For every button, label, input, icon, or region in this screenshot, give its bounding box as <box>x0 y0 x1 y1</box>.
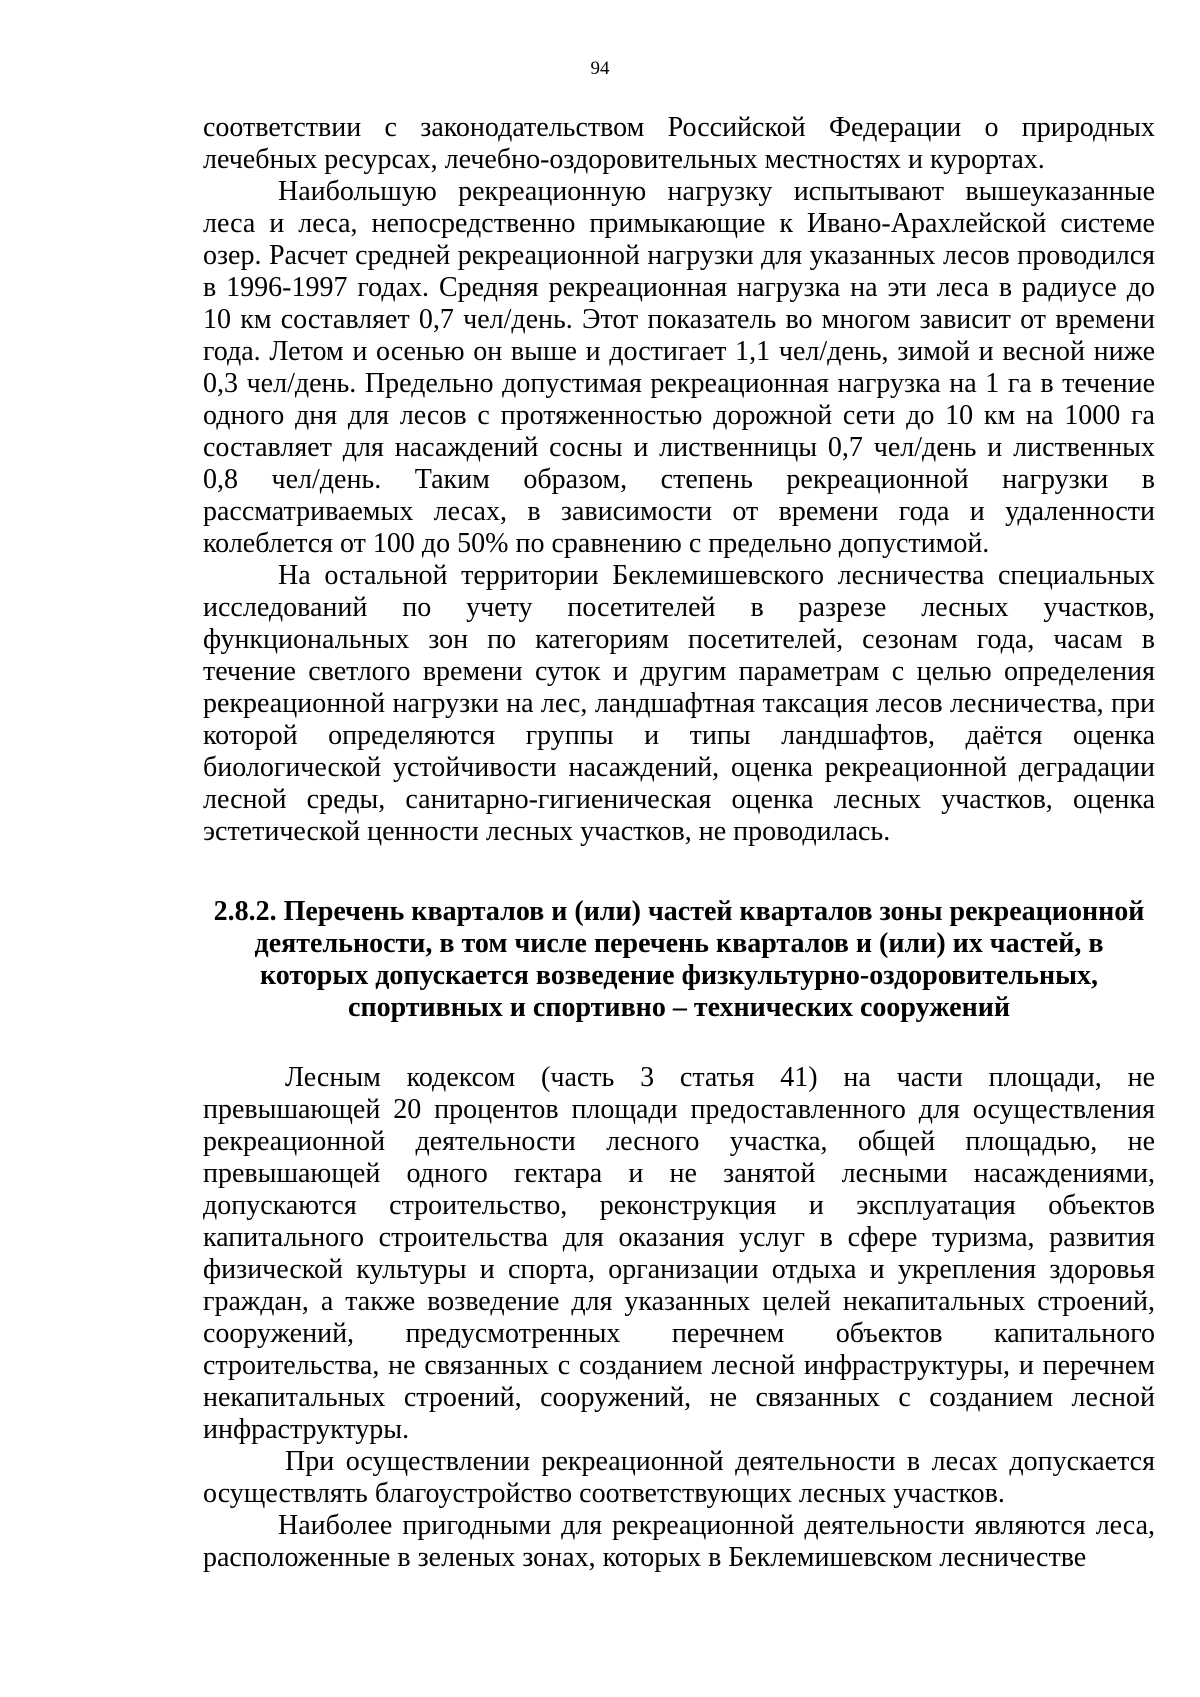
paragraph-continuation: соответствии с законодательством Российской Федерации о природных лечебных ресурсах, лечебно-оздоровительных местностях и курортах. <box>203 112 1155 175</box>
paragraph-other-territory: На остальной территории Беклемишевского лесничества специальных исследований по учету посетителей в разрезе лесных участков, функциональных зон по категориям посетителей, сезонам года, часам в течение светлого времени суток и другим параметрам с целью определения рекреационной нагрузки на лес, ландшафтная таксация лесов лесничества, при которой определяются группы и типы ландшафтов, даётся оценка биологической устойчивости насаждений, оценка рекреационной деградации лесной среды, санитарно-гигиеническая оценка лесных участков, оценка эстетической ценности лесных участков, не проводилась. <box>203 560 1155 847</box>
paragraph-landscaping: При осуществлении рекреационной деятельности в лесах допускается осуществлять благоустройство соответствующих лесных участков. <box>203 1446 1155 1509</box>
document-body <box>203 112 1155 1574</box>
paragraph-recreational-load: Наибольшую рекреационную нагрузку испытывают вышеуказанные леса и леса, непосредственно примыкающие к Ивано-Арахлейской системе озер. Расчет средней рекреационной нагрузки для указанных лесов проводился в 1996-1997 годах. Средняя рекреационная нагрузка на эти леса в радиусе до 10 км составляет 0,7 чел/день. Этот показатель во многом зависит от времени года. Летом и осенью он выше и достигает 1,1 чел/день, зимой и весной ниже 0,3 чел/день. Предельно допустимая рекреационная нагрузка на 1 га в течение одного дня для лесов с протяженностью дорожной сети до 10 км на 1000 га составляет для насаждений сосны и лиственницы 0,7 чел/день и лиственных 0,8 чел/день. Таким образом, степень рекреационной нагрузки в рассматриваемых лесах, в зависимости от времени года и удаленности колеблется от 100 до 50% по сравнению с предельно допустимой. <box>203 176 1155 559</box>
page-number: 94 <box>590 58 610 79</box>
paragraph-green-zones: Наиболее пригодными для рекреационной деятельности являются леса, расположенные в зеленых зонах, которых в Беклемишевском лесничестве <box>203 1510 1155 1573</box>
section-heading: 2.8.2. Перечень кварталов и (или) частей кварталов зоны рекреационной деятельности, в том числе перечень кварталов и (или) их частей, в которых допускается возведение физкультурно-оздоровительных, спортивных и спортивно – технических сооружений <box>213 896 1145 1023</box>
paragraph-forest-code: Лесным кодексом (часть 3 статья 41) на части площади, не превышающей 20 процентов площади предоставленного для осуществления рекреационной деятельности лесного участка, общей площадью, не превышающей одного гектара и не занятой лесными насаждениями, допускаются строительство, реконструкция и эксплуатация объектов капитального строительства для оказания услуг в сфере туризма, развития физической культуры и спорта, организации отдыха и укрепления здоровья граждан, а также возведение для указанных целей некапитальных строений, сооружений, предусмотренных перечнем объектов капитального строительства, не связанных с созданием лесной инфраструктуры, и перечнем некапитальных строений, сооружений, не связанных с созданием лесной инфраструктуры. <box>203 1062 1155 1445</box>
